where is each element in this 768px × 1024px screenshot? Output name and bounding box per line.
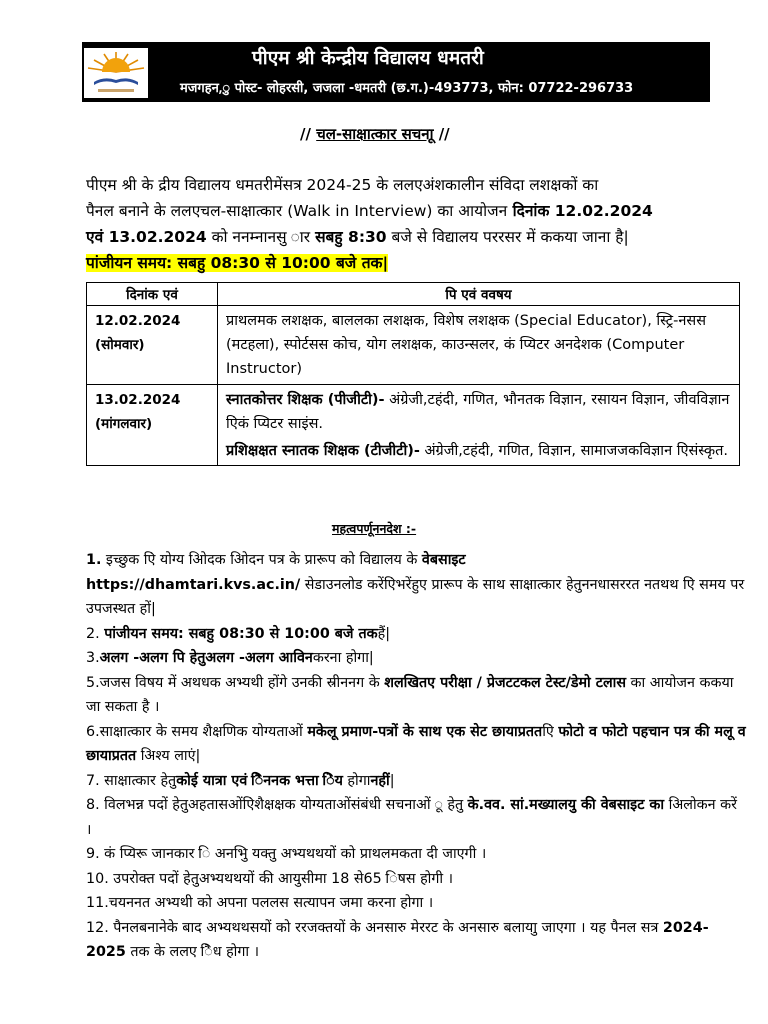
guideline-3 [86, 646, 746, 671]
guideline-2-end: हैं| [377, 625, 391, 642]
guideline-7-bold: कोई यात्रा एवं िैननक भत्ता िेय [176, 772, 343, 789]
intro-paragraph [86, 172, 742, 276]
intro-line-3-end: बजे से विद्यालय पररसर में ककया जाना है| [386, 228, 629, 246]
guideline-6-mid: एिं [542, 723, 559, 740]
website-url: https://dhamtari.kvs.ac.in/ [86, 576, 301, 593]
guideline-5 [86, 671, 746, 720]
pgt-subjects: अंग्रेजी,टहंदी, गणित, भौनतक विज्ञान, रसायन विज्ञान, जीवविज्ञान एिंकं प्यिटर साइंस. [226, 392, 730, 432]
guideline-8 [86, 793, 746, 842]
pgt-posts [226, 388, 731, 436]
row-posts-cell [218, 385, 740, 466]
notice-title-post: // [433, 125, 450, 143]
guideline-5-text: 5.जजस विषय में अथधक अभ्यथी होंगे उनकी स्रीननग के [86, 674, 385, 691]
tgt-label: प्रशिक्षक्षत स्नातक शिक्षक (टीजीटी)- [226, 443, 420, 459]
guideline-12-text: 12. पैनलबनानेके बाद अभ्यथथसयों को ररजक्तयों के अनसारु मेररट के अनसारु बलायाु जाएगा । यह पैनल सत्र [86, 919, 663, 936]
guideline-8-text: 8. विलभन्न पदों हेतुअहतासओंएिंशैक्षक्षक योग्यताओंसंबंधी सचनाओं ू हेतु [86, 797, 468, 813]
table-row [87, 306, 740, 385]
registration-time-highlight: पांजीयन समय: सबहु 08:30 से 10:00 बजे तक| [86, 254, 389, 272]
intro-date-1: दिनांक 12.02.2024 [507, 202, 653, 220]
tgt-subjects: अंग्रेजी,टहंदी, गणित, विज्ञान, सामाजजकविज्ञान एिंसंस्कृत. [419, 443, 728, 459]
guideline-12-end: तक के ललए िैध होगा । [125, 944, 260, 960]
intro-line-1: पीएम श्री के द्रीय विद्यालय धमतरीमेंसत्र 2024-25 के ललएअंशकालीन संविदा लशक्षकों का [86, 176, 599, 194]
guideline-12 [86, 916, 746, 965]
notice-title [300, 124, 450, 144]
guideline-7-mid: होगा [342, 772, 371, 789]
row-date-cell [87, 385, 218, 466]
guideline-2-bold: पांजीयन समय: सबहु 08:30 से 10:00 बजे तक [104, 625, 378, 642]
guideline-8-bold: के.वव. सां.मख्यालयु की वेबसाइट का [467, 797, 665, 813]
school-address: मजगहन,ु पोस्ट- लोहरसी, जजला -धमतरी (छ.ग.)-493773, फोन: 07722-296733 [180, 81, 634, 96]
column-header-date: दिनांक एवं [87, 283, 218, 306]
intro-line-4 [86, 250, 742, 276]
guideline-5-end: का आयोजन ककया जा सकता है । [86, 674, 734, 715]
guideline-7-bold-b: नहीं [370, 772, 390, 789]
row-day: (सोमवार) [95, 337, 145, 353]
row-date-cell [87, 306, 218, 385]
guideline-1 [86, 548, 746, 622]
row-day: (मांगलवार) [95, 416, 153, 432]
guideline-3-bold: अलग -अलग पि हेतुअलग -अलग आविन [99, 650, 313, 666]
guideline-12-session: 2024-2025 [86, 919, 709, 960]
tgt-posts [226, 440, 731, 462]
guideline-5-bold: शलखितए परीक्षा / प्रेजटटकल टेस्ट/डेमो टलास [384, 674, 627, 691]
guideline-6-text: 6.साक्षात्कार के समय शैक्षणिक योग्यताओं [86, 723, 308, 740]
school-header [82, 42, 710, 102]
guideline-1-website-label: वेबसाइट [421, 552, 466, 568]
intro-line-2-text: पैनल बनाने के ललएचल-साक्षात्कार (Walk in Interview) का आयोजन [86, 202, 508, 220]
guideline-7 [86, 769, 746, 794]
guideline-1-rest: सेडाउनलोड करेंएिंभरेंहुए प्रारूप के साथ साक्षात्कार हेतुननधासररत नतथथ एिं समय पर उपजस्थत हों| [86, 576, 745, 617]
guideline-7-text: 7. साक्षात्कार हेतु [86, 772, 177, 789]
guideline-3-number: 3. [86, 650, 100, 666]
guideline-7-end: | [389, 772, 395, 789]
guideline-9: 9. कं प्यिरू जानकार ि अनभिु यक्तु अभ्यथथयों को प्राथलमकता दी जाएगी । [86, 846, 487, 862]
guideline-6-bold-b: फोटो व फोटो पहचान पत्र की मलू व छायाप्रतत [86, 723, 746, 764]
guideline-11: 11.चयननत अभ्यथी को अपना पललस सत्यापन जमा करना होगा । [86, 895, 434, 911]
notice-title-pre: // [300, 125, 317, 143]
guidelines-title: महत्वपर्णूननदेश :- [332, 521, 417, 536]
notice-title-text: चल-साक्षात्कार सचनाू [316, 125, 434, 143]
school-name: पीएम श्री केन्द्रीय विद्यालय धमतरी [252, 47, 484, 69]
guideline-1-number: 1. [86, 552, 102, 568]
schedule-table [86, 282, 740, 466]
intro-line-2 [86, 198, 742, 224]
guideline-6-end: अिश्य लाएं| [136, 748, 201, 764]
row-posts-text: प्राथलमक लशक्षक, बाललका लशक्षक, विशेष लशक्षक (Special Educator), स्ट्रि-नसस (मटहला), स्पोर्टसस कोच, योग लशक्षक, काउन्सलर, कं प्यिटर अनदेशक (Computer Instructor) [226, 313, 707, 377]
intro-line-3-text: को ननम्नानसु ार [206, 228, 316, 246]
intro-date-2: एवं 13.02.2024 [86, 228, 207, 246]
guideline-2 [86, 622, 746, 647]
guideline-8-end: अिलोकन करें । [86, 797, 737, 838]
kvs-sun-logo-icon [84, 48, 148, 98]
guideline-10: 10. उपरोक्त पदों हेतुअभ्यथथयों की आयुसीमा 18 से65 िषस होगी । [86, 870, 454, 887]
column-header-post: पि एवं ववषय [218, 283, 740, 306]
table-row [87, 385, 740, 466]
intro-line-3 [86, 224, 742, 250]
table-header-row [87, 283, 740, 306]
guideline-1-text: इच्छुक एिं योग्य आिेदक आिेदन पत्र के प्रारूप को विद्यालय के [101, 552, 422, 568]
guidelines-list [86, 548, 746, 965]
guideline-6-bold-a: मकेलू प्रमाण-पत्रों के साथ एक सेट छायाप्रतत [307, 723, 543, 740]
row-date: 12.02.2024 [95, 313, 181, 329]
guideline-3-end: करना होगा| [312, 650, 374, 666]
row-posts-cell [218, 306, 740, 385]
row-date: 13.02.2024 [95, 392, 181, 408]
guideline-6 [86, 720, 746, 769]
guideline-2-number: 2. [86, 625, 105, 642]
intro-time: सबहु 8:30 [315, 228, 387, 246]
pgt-label: स्नातकोत्तर शिक्षक (पीजीटी)- [226, 392, 385, 408]
